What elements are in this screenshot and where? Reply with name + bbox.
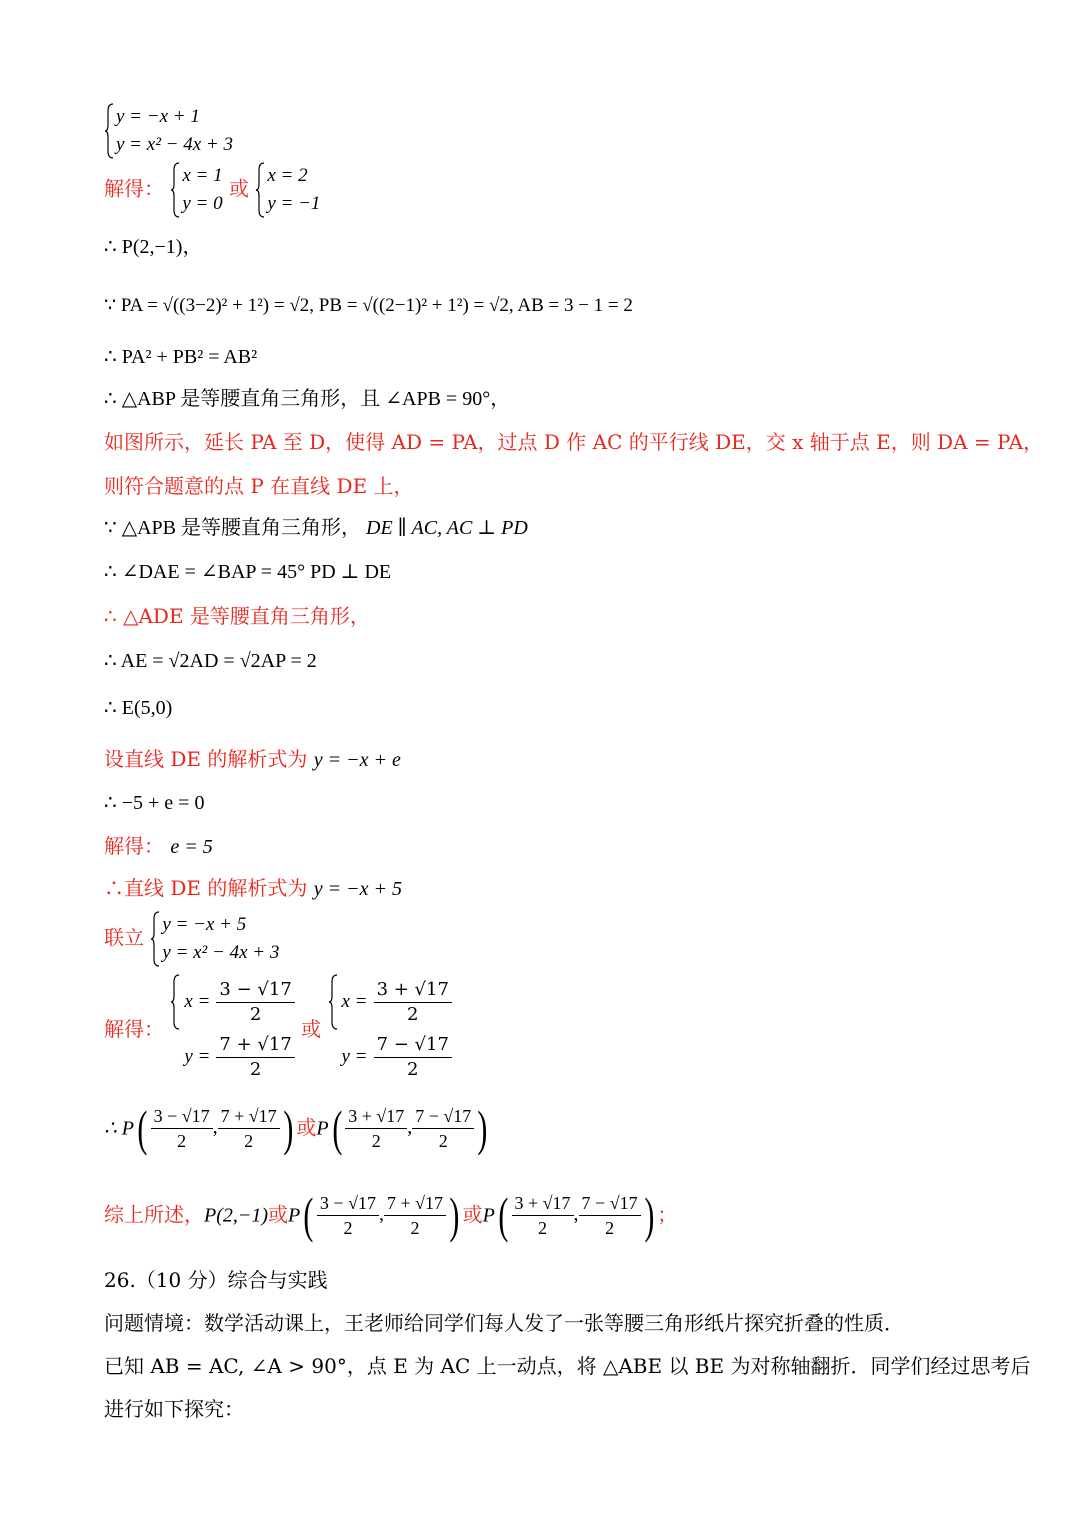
set-text: 设直线 DE 的解析式为 — [104, 747, 308, 771]
sol1-y2: y = −1 — [267, 193, 321, 214]
set-equation: y = −x + e — [313, 749, 401, 771]
brace-icon — [150, 911, 160, 967]
line-de-expr — [104, 874, 402, 903]
summary-label: 综上所述， — [104, 1204, 204, 1227]
system-2 — [104, 911, 279, 967]
paren-open: ( — [498, 1187, 509, 1244]
p-letter: P — [316, 1117, 329, 1140]
brace-icon — [170, 162, 180, 218]
paren-close: ) — [477, 1100, 488, 1157]
line-p-point: ∴ P(2,−1)， — [104, 236, 203, 258]
frac-den: 2 — [249, 1058, 262, 1080]
iso2-text: ∵ △APB 是等腰直角三角形， — [104, 517, 362, 539]
frac-den: 2 — [407, 1058, 419, 1080]
solve-label: 解得： — [104, 176, 164, 201]
paren-close: ) — [449, 1187, 460, 1244]
frac-num: 7 − √17 — [374, 1033, 452, 1058]
brace-icon — [255, 162, 265, 218]
join-label: 联立 — [104, 925, 144, 950]
frac-num: 7 + √17 — [384, 1191, 446, 1216]
sys1-row2: y = x² − 4x + 3 — [116, 134, 233, 155]
frac-den: 2 — [343, 1217, 353, 1238]
sys2-row2: y = x² − 4x + 3 — [162, 942, 280, 963]
paren-close: ) — [283, 1100, 293, 1157]
paren-open: ( — [303, 1187, 314, 1244]
paren-open: ( — [137, 1100, 148, 1157]
frac-num: 3 − √17 — [216, 978, 294, 1003]
q26-line-2: 已知 AB = AC, ∠A > 90°，点 E 为 AC 上一动点，将 △ABE 以 BE 为对称轴翻折．同学们经过思考后 — [104, 1354, 1031, 1378]
frac-den: 2 — [371, 1130, 381, 1151]
line-e-point: ∴ E(5,0) — [104, 697, 173, 719]
p-letter: P — [288, 1204, 301, 1227]
line-distances: ∵ PA = √((3−2)² + 1²) = √2, PB = √((2−1)² + 1²) = √2, AB = 3 − 1 = 2 — [104, 295, 633, 316]
or-word: 或 — [268, 1204, 289, 1227]
brace-icon — [170, 974, 180, 1030]
x-eq: x = — [184, 991, 211, 1012]
frac-num: 7 + √17 — [216, 1033, 294, 1058]
q26-line-3: 进行如下探究： — [104, 1397, 244, 1421]
frac-num: 3 − √17 — [151, 1104, 213, 1129]
frac-den: 2 — [244, 1130, 254, 1151]
summary-p1: P(2,−1) — [204, 1204, 269, 1227]
frac-den: 2 — [410, 1217, 420, 1238]
line-construction-1: 如图所示，延长 PA 至 D，使得 AD = PA，过点 D 作 AC 的平行线 DE，交 x 轴于点 E，则 DA = PA， — [104, 430, 1044, 454]
sol1-x2: x = 2 — [267, 165, 308, 186]
solution-2 — [104, 974, 452, 1084]
sys1-row1: y = −x + 1 — [116, 106, 200, 127]
q26-title: 26.（10 分）综合与实践 — [104, 1268, 328, 1292]
line-p-points: ∴ P( $\frac{3 - √17}{2}$ , $\frac{7 + √17}{2}$ ) 或P( $\frac{3 + √17}{2}$ , $\frac{7 - √17}{2}$ ) — [104, 1100, 488, 1157]
p-prefix: ∴ P — [104, 1117, 134, 1140]
x-eq: x = — [341, 991, 368, 1012]
line-set-de — [104, 745, 401, 774]
sys2-row1: y = −x + 5 — [162, 914, 247, 935]
line-construction-2: 则符合题意的点 P 在直线 DE 上， — [104, 474, 414, 498]
solution-1 — [104, 162, 320, 218]
brace-icon — [104, 103, 114, 159]
frac-num: 3 + √17 — [345, 1104, 407, 1129]
paren-open: ( — [331, 1100, 342, 1157]
brace-icon — [328, 974, 338, 1030]
de-equation: y = −x + 5 — [313, 878, 402, 900]
de-text: ∴直线 DE 的解析式为 — [104, 876, 308, 900]
or-word: 或 — [228, 176, 249, 201]
solve-e-label: 解得： — [104, 834, 164, 858]
paren-close: ) — [643, 1187, 654, 1244]
p-letter: P — [482, 1204, 495, 1227]
frac-den: 2 — [249, 1003, 262, 1025]
sol1-y1: y = 0 — [182, 193, 223, 214]
frac-num: 3 + √17 — [374, 978, 452, 1003]
line-solve-e — [104, 832, 213, 861]
frac-num: 7 − √17 — [579, 1191, 641, 1216]
y-eq: y = — [184, 1046, 211, 1067]
line-summary: 综上所述，P(2,−1)或P( $\frac{3 - √17}{2}$ , $\frac{7 + √17}{2}$ ) 或P( $\frac{3 + √17}{2}$ , $\frac{7 - √17}{2}$ ) ； — [104, 1187, 678, 1244]
line-ae: ∴ AE = √2AD = √2AP = 2 — [104, 650, 317, 672]
y-eq: y = — [341, 1046, 368, 1067]
solve-e-eq: e = 5 — [170, 836, 213, 858]
frac-num: 7 − √17 — [412, 1104, 474, 1129]
iso2-relations: DE ∥ AC, AC ⊥ PD — [366, 517, 528, 539]
sol1-x1: x = 1 — [182, 165, 223, 186]
solve2-label: 解得： — [104, 1017, 164, 1041]
or-word: 或 — [301, 1017, 322, 1041]
line-isosceles-abp: ∴ △ABP 是等腰直角三角形，且 ∠APB = 90°， — [104, 388, 511, 410]
frac-den: 2 — [438, 1130, 448, 1151]
frac-den: 2 — [605, 1217, 615, 1238]
q26-line-1: 问题情境：数学活动课上，王老师给同学们每人发了一张等腰三角形纸片探究折叠的性质． — [104, 1311, 904, 1335]
line-pythagoras: ∴ PA² + PB² = AB² — [104, 346, 258, 368]
line-angle: ∴ ∠DAE = ∠BAP = 45° PD ⊥ DE — [104, 561, 392, 583]
frac-den: 2 — [407, 1003, 419, 1025]
line-isosceles-apb — [104, 514, 528, 542]
frac-num: 3 − √17 — [317, 1191, 379, 1216]
system-1 — [104, 103, 233, 159]
semicolon: ； — [657, 1204, 678, 1227]
frac-num: 3 + √17 — [512, 1191, 574, 1216]
frac-den: 2 — [177, 1130, 187, 1151]
or-word: 或 — [462, 1204, 483, 1227]
frac-num: 7 + √17 — [218, 1104, 280, 1129]
line-eq0: ∴ −5 + e = 0 — [104, 792, 205, 814]
line-isosceles-ade: ∴ △ADE 是等腰直角三角形， — [104, 604, 370, 628]
or-word: 或 — [296, 1117, 317, 1140]
frac-den: 2 — [538, 1217, 548, 1238]
